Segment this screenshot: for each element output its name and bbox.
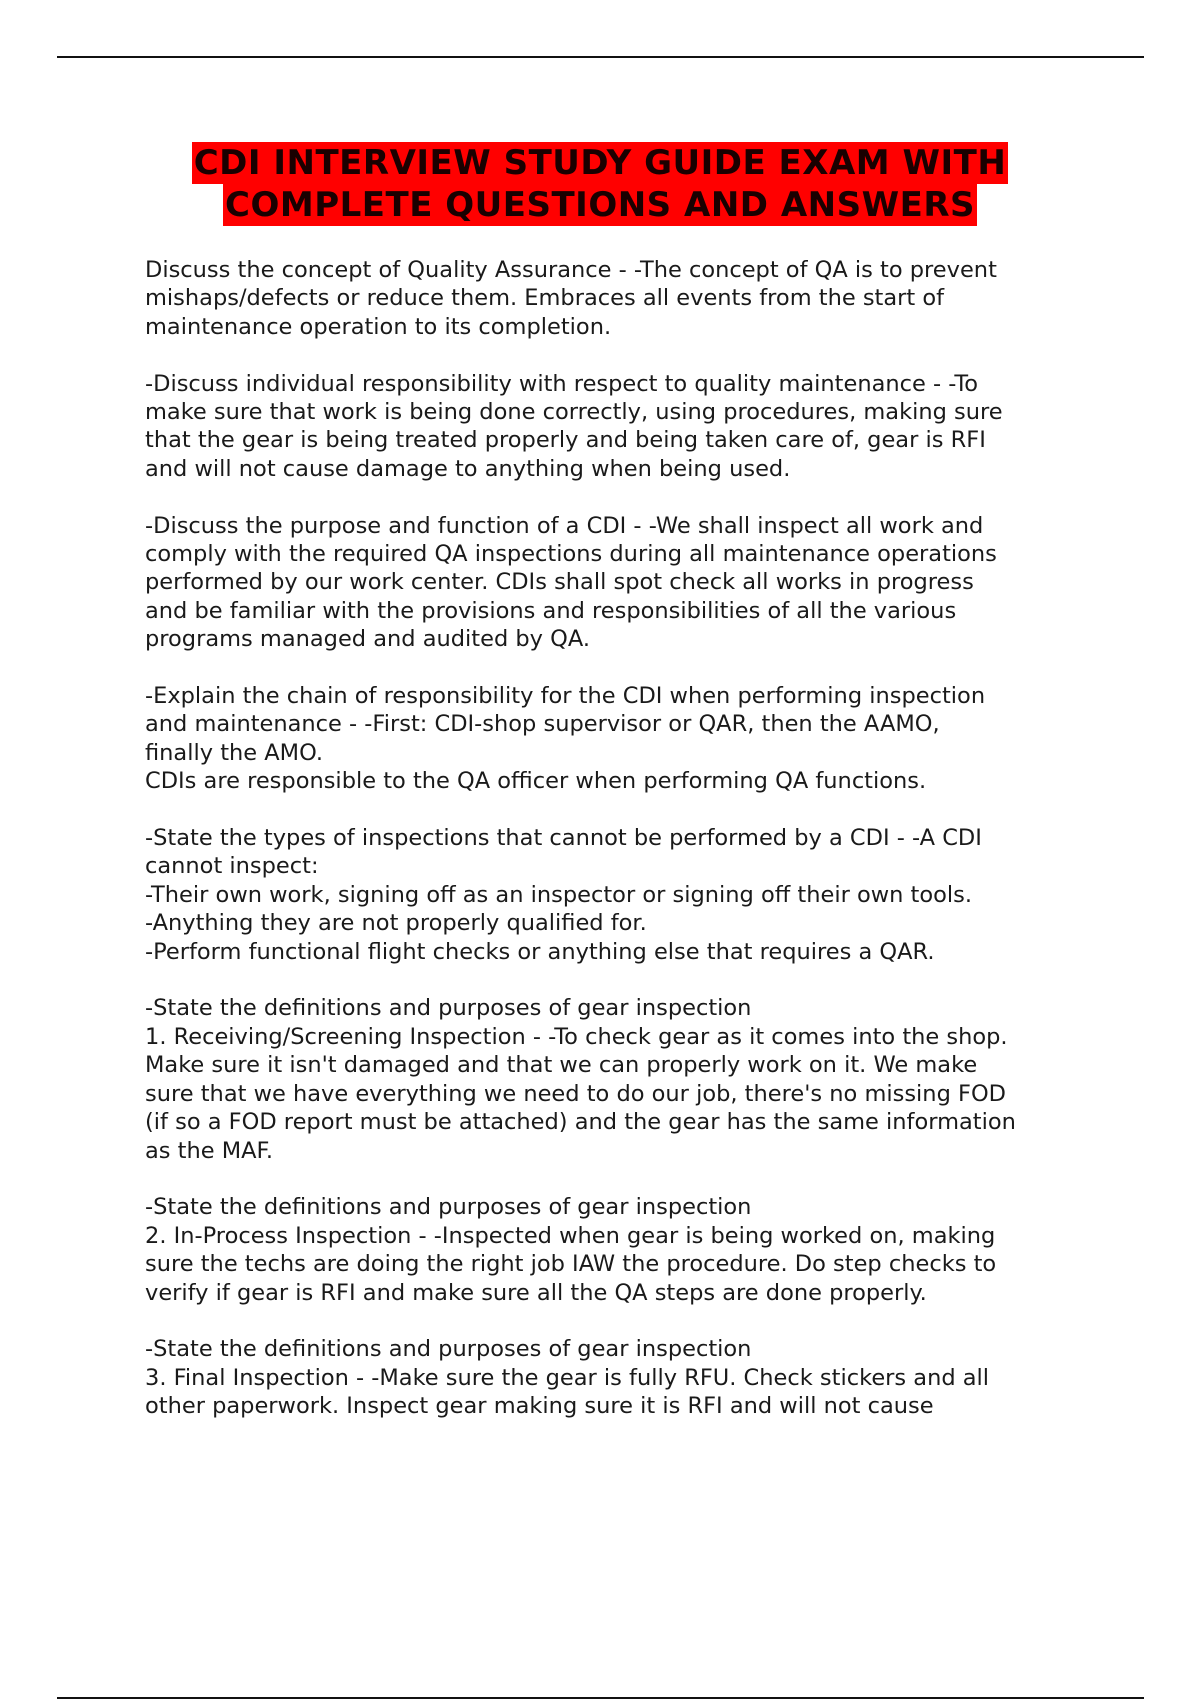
text-line: -State the definitions and purposes of gear inspection [145, 995, 752, 1022]
text-line: performed by our work center. CDIs shall spot check all works in progress [145, 569, 974, 596]
text-line: -State the definitions and purposes of gear inspection [145, 1336, 752, 1363]
text-line: make sure that work is being done correctly, using procedures, making sure [145, 399, 1003, 426]
text-line: -State the types of inspections that cannot be performed by a CDI - -A CDI [145, 825, 982, 852]
qa-paragraph [145, 512, 1105, 654]
text-line: -State the definitions and purposes of gear inspection [145, 1194, 752, 1221]
text-line: as the MAF. [145, 1137, 274, 1164]
qa-paragraph [145, 1335, 1105, 1420]
qa-paragraph [145, 682, 1105, 796]
text-line: 3. Final Inspection - -Make sure the gear is fully RFU. Check stickers and all [145, 1364, 990, 1391]
text-line: -Anything they are not properly qualified for. [145, 910, 647, 937]
text-line: maintenance operation to its completion. [145, 313, 612, 340]
text-line: -Discuss individual responsibility with respect to quality maintenance - -To [145, 370, 979, 397]
document-title [0, 142, 1200, 226]
bottom-rule [57, 1697, 1144, 1699]
text-line: 1. Receiving/Screening Inspection - -To check gear as it comes into the shop. [145, 1023, 1008, 1050]
text-line: finally the AMO. [145, 739, 324, 766]
text-line: and be familiar with the provisions and responsibilities of all the various [145, 597, 957, 624]
text-line: sure that we have everything we need to do our job, there's no missing FOD [145, 1080, 1006, 1107]
text-line: -Perform functional flight checks or anything else that requires a QAR. [145, 938, 935, 965]
qa-paragraph [145, 370, 1105, 484]
text-line: 2. In-Process Inspection - -Inspected when gear is being worked on, making [145, 1222, 996, 1249]
text-line: and maintenance - -First: CDI-shop supervisor or QAR, then the AAMO, [145, 711, 940, 738]
qa-paragraph [145, 824, 1105, 966]
qa-paragraph [145, 256, 1105, 341]
text-line: (if so a FOD report must be attached) and the gear has the same information [145, 1109, 1016, 1136]
text-line: and will not cause damage to anything when being used. [145, 455, 791, 482]
qa-paragraph [145, 994, 1105, 1164]
text-line: comply with the required QA inspections during all maintenance operations [145, 541, 997, 568]
text-line: -Explain the chain of responsibility for the CDI when performing inspection [145, 683, 986, 710]
text-line: other paperwork. Inspect gear making sure it is RFI and will not cause [145, 1393, 934, 1420]
text-line: CDIs are responsible to the QA officer when performing QA functions. [145, 768, 927, 795]
title-line-1: CDI INTERVIEW STUDY GUIDE EXAM WITH [193, 143, 1007, 183]
text-line: Make sure it isn't damaged and that we can properly work on it. We make [145, 1052, 978, 1079]
text-line: -Discuss the purpose and function of a CDI - -We shall inspect all work and [145, 512, 984, 539]
text-line: Discuss the concept of Quality Assurance - -The concept of QA is to prevent [145, 257, 997, 283]
top-rule [57, 56, 1144, 58]
document-body [145, 256, 1105, 1449]
text-line: verify if gear is RFI and make sure all the QA steps are done properly. [145, 1279, 927, 1306]
text-line: programs managed and audited by QA. [145, 626, 591, 653]
text-line: mishaps/defects or reduce them. Embraces all events from the start of [145, 285, 945, 312]
text-line: sure the techs are doing the right job IAW the procedure. Do step checks to [145, 1251, 997, 1278]
text-line: -Their own work, signing off as an inspector or signing off their own tools. [145, 881, 973, 908]
text-line: cannot inspect: [145, 853, 319, 880]
title-line-2: COMPLETE QUESTIONS AND ANSWERS [225, 185, 975, 225]
text-line: that the gear is being treated properly and being taken care of, gear is RFI [145, 427, 986, 454]
qa-paragraph [145, 1193, 1105, 1307]
